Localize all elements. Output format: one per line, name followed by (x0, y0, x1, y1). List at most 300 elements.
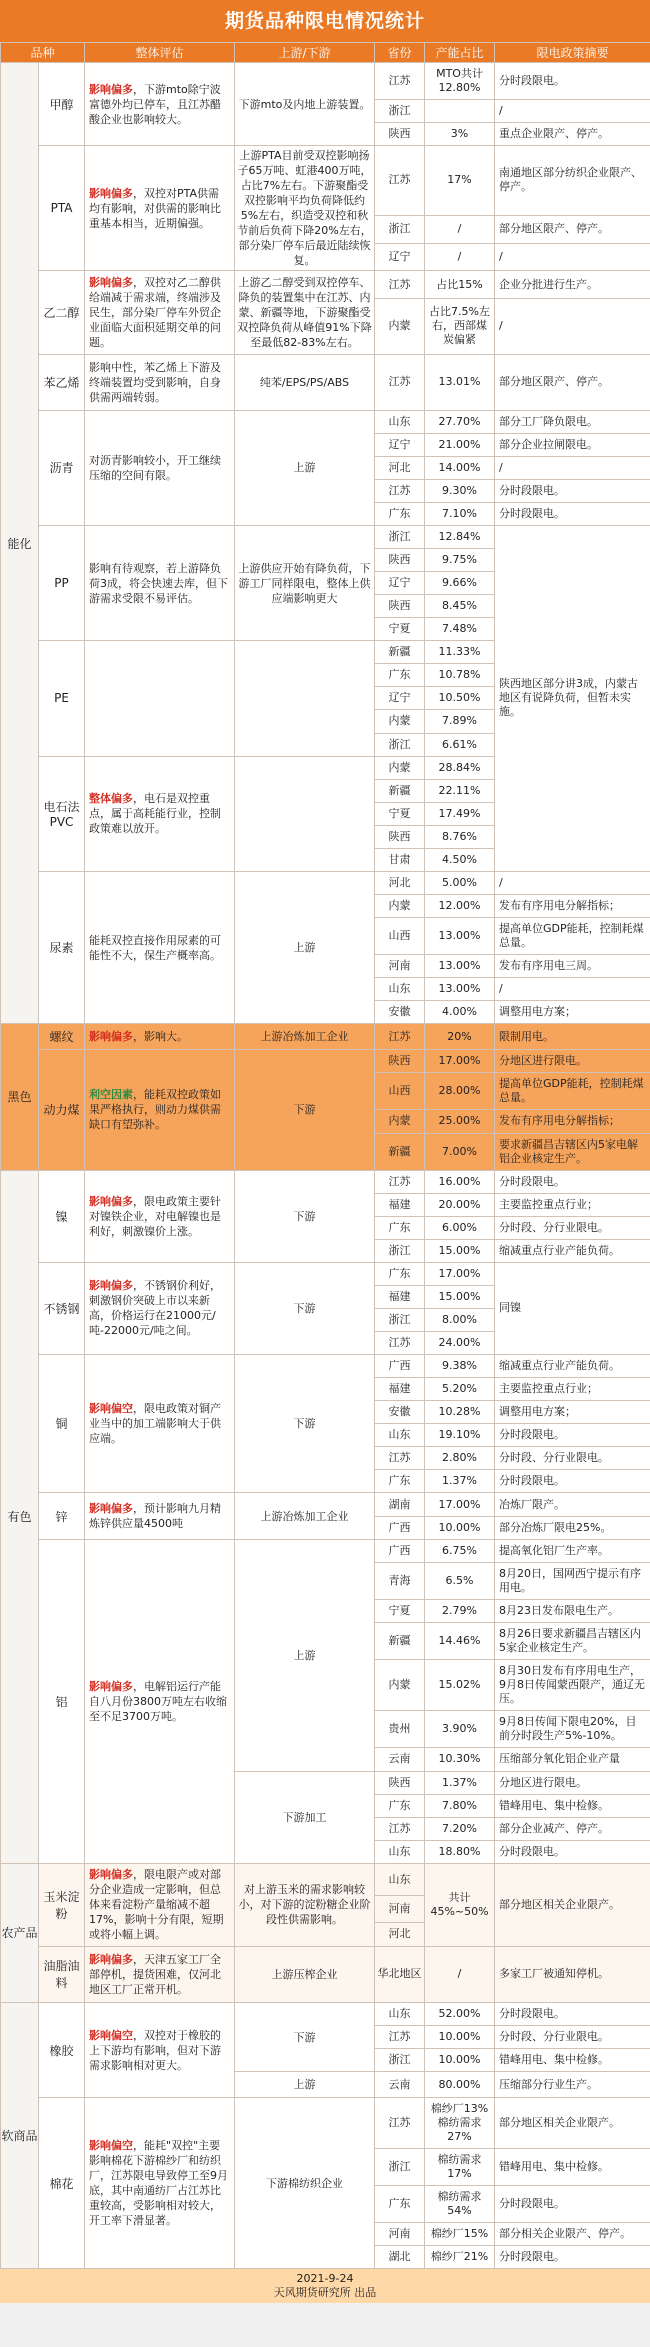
footer-source: 天风期货研究所 出品 (273, 2286, 377, 2300)
table-row (1, 1355, 650, 1378)
commodity-name: 螺纹 (39, 1024, 85, 1050)
updown-chain: 上游冶炼加工企业 (235, 1024, 375, 1050)
policy-summary: 分时段限电。 (495, 502, 650, 525)
capacity-share: 20.00% (425, 1193, 495, 1216)
commodity-assessment (85, 1863, 235, 1946)
assessment-text: ，电解铝运行产能自八月份3800万吨左右收缩至不足3700万吨。 (89, 1679, 228, 1723)
province: 福建 (375, 1285, 425, 1308)
province: 浙江 (375, 733, 425, 756)
commodity-name: 沥青 (39, 410, 85, 525)
capacity-share: 16.00% (425, 1170, 495, 1193)
commodity-assessment (85, 641, 235, 756)
header-province: 省份 (375, 43, 425, 63)
capacity-share: 14.46% (425, 1623, 495, 1660)
assessment-text: ，能耗双控政策如果严格执行，则动力煤供需缺口有望弥补。 (89, 1088, 222, 1132)
capacity-share: 6.00% (425, 1216, 495, 1239)
policy-summary: 企业分批进行生产。 (495, 271, 650, 299)
capacity-share: 4.50% (425, 848, 495, 871)
assessment-tag: 影响偏多 (89, 1194, 134, 1208)
updown-chain: 上游乙二醇受到双控停车、降负的装置集中在江苏、内蒙、新疆等地，下游聚酯受双控降负荷从峰值91%下降至最低82-83%左右。 (235, 271, 375, 354)
policy-summary: 部分企业减产、停产。 (495, 1817, 650, 1840)
capacity-share: 27.70% (425, 410, 495, 433)
province: 广西 (375, 1540, 425, 1563)
commodity-name: 电石法PVC (39, 756, 85, 871)
policy-summary: 8月23日发布限电生产。 (495, 1600, 650, 1623)
commodity-assessment (85, 1262, 235, 1354)
assessment-text: ，天津五家工厂全部停机，提货困难，仅河北地区工厂正常开机。 (89, 1952, 222, 1996)
policy-summary: 部分地区相关企业限产。 (495, 2098, 650, 2149)
capacity-share: 21.00% (425, 433, 495, 456)
section-label: 能化 (1, 63, 39, 1024)
province: 江苏 (375, 1170, 425, 1193)
capacity-share: 2.79% (425, 1600, 495, 1623)
table-row (1, 1946, 650, 2002)
header-capacity: 产能占比 (425, 43, 495, 63)
table-row (1, 1024, 650, 1050)
assessment-text: 对沥青影响较小，开工继续压缩的空间有限。 (89, 453, 222, 482)
province: 山西 (375, 1073, 425, 1110)
policy-summary: 分时段、分行业限电。 (495, 1447, 650, 1470)
commodity-name: PE (39, 641, 85, 756)
province: 山东 (375, 2002, 425, 2025)
updown-chain: 下游 (235, 1262, 375, 1354)
table-row (1, 1493, 650, 1517)
policy-summary: 部分地区限产、停产。 (495, 354, 650, 410)
province: 河北 (375, 871, 425, 894)
capacity-share: 28.00% (425, 1073, 495, 1110)
province: 河北 (375, 1922, 425, 1946)
capacity-share: 10.50% (425, 687, 495, 710)
assessment-text: 影响中性，苯乙烯上下游及终端装置均受到影响，自身供需两端转弱。 (89, 360, 222, 404)
capacity-share: 28.84% (425, 756, 495, 779)
capacity-share: 7.10% (425, 502, 495, 525)
province: 浙江 (375, 2049, 425, 2072)
table-row (1, 1863, 650, 1896)
capacity-share: 7.20% (425, 1817, 495, 1840)
capacity-share: 19.10% (425, 1424, 495, 1447)
province: 广东 (375, 1470, 425, 1493)
table-body (1, 63, 650, 2269)
commodity-name: 动力煤 (39, 1050, 85, 1170)
province: 陕西 (375, 1050, 425, 1073)
policy-summary: 主要监控重点行业； (495, 1378, 650, 1401)
capacity-share: 7.00% (425, 1133, 495, 1170)
commodity-assessment (85, 63, 235, 146)
updown-chain: 下游 (235, 1355, 375, 1493)
capacity-share: 3% (425, 123, 495, 146)
policy-summary: 部分地区相关企业限产。 (495, 1863, 650, 1946)
province: 山东 (375, 1863, 425, 1896)
province: 辽宁 (375, 244, 425, 271)
capacity-share: 9.30% (425, 479, 495, 502)
table-row (1, 146, 650, 215)
capacity-share: 棉纱厂15% (425, 2223, 495, 2246)
table-row (1, 2002, 650, 2025)
policy-summary: / (495, 100, 650, 123)
province: 湖北 (375, 2246, 425, 2269)
province: 新疆 (375, 641, 425, 664)
assessment-text: ，下游mto除宁波富德外均已停车，且江苏醋酸企业也影响较大。 (89, 82, 222, 126)
updown-chain: 上游压榨企业 (235, 1946, 375, 2002)
province: 内蒙 (375, 710, 425, 733)
commodity-name: 橡胶 (39, 2002, 85, 2097)
province: 甘肃 (375, 848, 425, 871)
policy-summary: 分时段、分行业限电。 (495, 1216, 650, 1239)
province: 江苏 (375, 271, 425, 299)
policy-summary: 8月20日，国网西宁提示有序用电。 (495, 1563, 650, 1600)
province: 山东 (375, 978, 425, 1001)
policy-summary: / (495, 871, 650, 894)
province: 内蒙 (375, 894, 425, 917)
province: 浙江 (375, 215, 425, 244)
section-label: 有色 (1, 1170, 39, 1863)
policy-summary: 分时段、分行业限电。 (495, 2025, 650, 2048)
assessment-text: 影响有待观察，若上游降负荷3成，将会快速去库，但下游需求受限不易评估。 (89, 561, 229, 605)
province: 广东 (375, 502, 425, 525)
capacity-share: 8.00% (425, 1308, 495, 1331)
assessment-tag: 影响偏空 (89, 2028, 134, 2042)
updown-chain: 下游 (235, 1170, 375, 1262)
capacity-share: 5.00% (425, 871, 495, 894)
updown-chain: 上游PTA目前受双控影响扬子65万吨、虹港400万吨，占比7%左右。下游聚酯受双控影响平均负荷降低约5%左右，织造受双控和秋节前后负荷下降20%左右，部分染厂停车后最近陆续恢复。 (235, 146, 375, 271)
updown-chain (235, 641, 375, 756)
policy-summary: 发布有序用电三周。 (495, 955, 650, 978)
policy-summary: 部分地区限产、停产。 (495, 215, 650, 244)
province: 陕西 (375, 123, 425, 146)
table-row (1, 525, 650, 548)
commodity-assessment (85, 1540, 235, 1864)
page-title: 期货品种限电情况统计 (0, 0, 650, 42)
updown-chain: 上游 (235, 410, 375, 525)
province: 广西 (375, 1355, 425, 1378)
capacity-share: 13.00% (425, 955, 495, 978)
assessment-text: 能耗双控直接作用尿素的可能性不大，保生产概率高。 (89, 933, 222, 962)
policy-summary: 部分工厂降负限电。 (495, 410, 650, 433)
policy-summary: 分时段限电。 (495, 63, 650, 100)
policy-summary: 部分冶炼厂限电25%。 (495, 1517, 650, 1540)
section-label: 软商品 (1, 2002, 39, 2269)
province: 广东 (375, 664, 425, 687)
commodity-name: 铜 (39, 1355, 85, 1493)
capacity-share: 13.01% (425, 354, 495, 410)
policy-summary: 8月26日要求新疆昌吉辖区内5家企业核定生产。 (495, 1623, 650, 1660)
commodity-assessment (85, 410, 235, 525)
policy-summary: 冶炼厂限产。 (495, 1493, 650, 1517)
province: 宁夏 (375, 618, 425, 641)
policy-summary: 错峰用电、集中检修。 (495, 1794, 650, 1817)
policy-summary: 压缩部分氧化铝企业产量 (495, 1748, 650, 1771)
policy-summary: 分地区进行限电。 (495, 1050, 650, 1073)
province: 陕西 (375, 1771, 425, 1794)
policy-summary: / (495, 456, 650, 479)
capacity-share: 7.80% (425, 1794, 495, 1817)
policy-summary: 分时段限电。 (495, 2186, 650, 2223)
commodity-name: 锌 (39, 1493, 85, 1540)
capacity-share: 10.00% (425, 1517, 495, 1540)
assessment-text: ，限电政策对铜产业当中的加工端影响大于供应端。 (89, 1402, 222, 1446)
commodity-name: 苯乙烯 (39, 354, 85, 410)
commodity-name: PP (39, 525, 85, 640)
commodity-name: 甲醇 (39, 63, 85, 146)
capacity-share: 5.20% (425, 1378, 495, 1401)
province: 山西 (375, 918, 425, 955)
assessment-text: ，影响大。 (133, 1030, 189, 1044)
province: 内蒙 (375, 756, 425, 779)
province: 广东 (375, 1794, 425, 1817)
province: 青海 (375, 1563, 425, 1600)
capacity-share: 1.37% (425, 1470, 495, 1493)
commodity-assessment (85, 354, 235, 410)
province: 河北 (375, 456, 425, 479)
capacity-share: MTO共计12.80% (425, 63, 495, 100)
capacity-share: 52.00% (425, 2002, 495, 2025)
province: 广东 (375, 2186, 425, 2223)
province: 江苏 (375, 479, 425, 502)
province: 江苏 (375, 146, 425, 215)
restriction-table (0, 42, 650, 2269)
updown-chain: 下游 (235, 2002, 375, 2071)
assessment-text: ，预计影响九月精炼锌供应量4500吨 (89, 1502, 222, 1531)
header-row (1, 43, 650, 63)
province: 内蒙 (375, 1660, 425, 1711)
commodity-name: 玉米淀粉 (39, 1863, 85, 1946)
policy-summary: 同镍 (495, 1262, 650, 1354)
capacity-share: 12.00% (425, 894, 495, 917)
capacity-share: / (425, 244, 495, 271)
commodity-assessment (85, 1170, 235, 1262)
header-updown: 上游/下游 (235, 43, 375, 63)
assessment-tag: 影响偏空 (89, 2139, 134, 2153)
commodity-name: 棉花 (39, 2098, 85, 2269)
capacity-share: 12.84% (425, 525, 495, 548)
capacity-share: 25.00% (425, 1110, 495, 1133)
province: 贵州 (375, 1711, 425, 1748)
assessment-tag: 影响偏多 (89, 1030, 134, 1044)
province: 内蒙 (375, 1110, 425, 1133)
updown-chain: 上游 (235, 871, 375, 1023)
province: 浙江 (375, 1239, 425, 1262)
capacity-share: 17.00% (425, 1262, 495, 1285)
assessment-text: ，双控对PTA供需均有影响，对供需的影响比重基本相当，近期偏强。 (89, 186, 222, 230)
capacity-share: 15.00% (425, 1239, 495, 1262)
updown-chain: 上游 (235, 1540, 375, 1771)
province: 江苏 (375, 2025, 425, 2048)
capacity-share: 13.00% (425, 978, 495, 1001)
footer (0, 2269, 650, 2303)
capacity-share: 8.45% (425, 595, 495, 618)
updown-chain: 纯苯/EPS/PS/ABS (235, 354, 375, 410)
province: 宁夏 (375, 1600, 425, 1623)
commodity-name: 镍 (39, 1170, 85, 1262)
commodity-assessment (85, 1355, 235, 1493)
province: 陕西 (375, 595, 425, 618)
commodity-assessment (85, 271, 235, 354)
capacity-share: 17.00% (425, 1493, 495, 1517)
table-row (1, 354, 650, 410)
updown-chain (235, 756, 375, 871)
capacity-share: / (425, 1946, 495, 2002)
section-label: 农产品 (1, 1863, 39, 2002)
commodity-name: PTA (39, 146, 85, 271)
commodity-assessment (85, 2098, 235, 2269)
assessment-text: ，不锈钢价利好，刺激钢价突破上市以来新高，价格运行在21000元/吨-22000元/吨之间。 (89, 1279, 222, 1338)
policy-summary: / (495, 978, 650, 1001)
assessment-text: ，双控对乙二醇供给端减于需求端，终端涉及民生，部分染厂停车外贸企业面临大面积延期交单的问题。 (89, 275, 222, 349)
policy-summary: 分时段限电。 (495, 2246, 650, 2269)
province: 陕西 (375, 549, 425, 572)
province: 华北地区 (375, 1946, 425, 2002)
capacity-share: 18.80% (425, 1840, 495, 1863)
policy-summary: 调整用电方案； (495, 1401, 650, 1424)
province: 河南 (375, 955, 425, 978)
capacity-share: 8.76% (425, 825, 495, 848)
province: 江苏 (375, 2098, 425, 2149)
policy-summary: 分地区进行限电。 (495, 1771, 650, 1794)
province: 福建 (375, 1378, 425, 1401)
capacity-share: / (425, 215, 495, 244)
policy-summary: 8月30日发布有序用电生产，9月8日传闻蒙西限产，通辽无压。 (495, 1660, 650, 1711)
capacity-share: 11.33% (425, 641, 495, 664)
capacity-share: 17.00% (425, 1050, 495, 1073)
assessment-text: ，电石是双控重点，属于高耗能行业，控制政策难以放开。 (89, 792, 222, 836)
assessment-text: ，限电政策主要针对镍铁企业，对电解镍也是利好，刺激镍价上涨。 (89, 1194, 222, 1238)
assessment-tag: 影响偏多 (89, 1868, 134, 1882)
table-row (1, 1050, 650, 1073)
capacity-share: 7.89% (425, 710, 495, 733)
policy-summary: 南通地区部分纺织企业限产、停产。 (495, 146, 650, 215)
capacity-share: 17.49% (425, 802, 495, 825)
policy-summary: 分时段限电。 (495, 1470, 650, 1493)
policy-summary: 提高单位GDP能耗，控制耗煤总量。 (495, 918, 650, 955)
assessment-tag: 影响偏多 (89, 1952, 134, 1966)
policy-summary: 限制用电。 (495, 1024, 650, 1050)
assessment-tag: 整体偏多 (89, 792, 134, 806)
province: 云南 (375, 2072, 425, 2098)
capacity-share: 棉纱厂21% (425, 2246, 495, 2269)
commodity-assessment (85, 756, 235, 871)
commodity-assessment (85, 871, 235, 1023)
province: 浙江 (375, 100, 425, 123)
table-row (1, 871, 650, 894)
assessment-tag: 影响偏多 (89, 275, 134, 289)
province: 广东 (375, 1262, 425, 1285)
capacity-share: 10.78% (425, 664, 495, 687)
province: 江苏 (375, 354, 425, 410)
province: 辽宁 (375, 433, 425, 456)
capacity-share: 共计45%~50% (425, 1863, 495, 1946)
province: 山东 (375, 1424, 425, 1447)
commodity-assessment (85, 1050, 235, 1170)
province: 河南 (375, 2223, 425, 2246)
commodity-assessment (85, 1493, 235, 1540)
section-label: 黑色 (1, 1024, 39, 1170)
capacity-share: 9.38% (425, 1355, 495, 1378)
province: 江苏 (375, 1447, 425, 1470)
capacity-share: 9.66% (425, 572, 495, 595)
province: 云南 (375, 1748, 425, 1771)
commodity-assessment (85, 525, 235, 640)
assessment-tag: 影响偏多 (89, 1502, 134, 1516)
policy-summary: 缩减重点行业产能负荷。 (495, 1239, 650, 1262)
commodity-name: 油脂油料 (39, 1946, 85, 2002)
policy-summary: 分时段限电。 (495, 1840, 650, 1863)
footer-date: 2021-9-24 (296, 2272, 354, 2286)
commodity-assessment (85, 1024, 235, 1050)
header-commodity: 品种 (1, 43, 85, 63)
province: 内蒙 (375, 299, 425, 354)
header-assessment: 整体评估 (85, 43, 235, 63)
commodity-assessment (85, 2002, 235, 2097)
policy-summary: 部分相关企业限产、停产。 (495, 2223, 650, 2246)
policy-summary: 分时段限电。 (495, 2002, 650, 2025)
assessment-tag: 影响偏多 (89, 1679, 134, 1693)
assessment-text: ，双控对于橡胶的上下游均有影响，但对下游需求影响相对更大。 (89, 2028, 222, 2072)
capacity-share: 10.30% (425, 1748, 495, 1771)
capacity-share: 棉纱厂13%棉纺需求27% (425, 2098, 495, 2149)
province: 湖南 (375, 1493, 425, 1517)
capacity-share: 4.00% (425, 1001, 495, 1024)
policy-summary: 发布有序用电分解指标； (495, 894, 650, 917)
capacity-share: 1.37% (425, 1771, 495, 1794)
commodity-name: 不锈钢 (39, 1262, 85, 1354)
table-row (1, 1170, 650, 1193)
province: 浙江 (375, 525, 425, 548)
capacity-share: 6.75% (425, 1540, 495, 1563)
updown-chain: 下游 (235, 1050, 375, 1170)
capacity-share: 15.00% (425, 1285, 495, 1308)
policy-summary: 缩减重点行业产能负荷。 (495, 1355, 650, 1378)
table-row (1, 63, 650, 100)
policy-summary: 重点企业限产、停产。 (495, 123, 650, 146)
header-policy: 限电政策摘要 (495, 43, 650, 63)
assessment-tag: 影响偏多 (89, 82, 134, 96)
updown-chain-secondary: 上游 (235, 2072, 375, 2098)
capacity-share: 24.00% (425, 1332, 495, 1355)
policy-summary: 分时段限电。 (495, 479, 650, 502)
commodity-assessment (85, 1946, 235, 2002)
updown-chain: 对上游玉米的需求影响较小，对下游的淀粉糖企业阶段性供需影响。 (235, 1863, 375, 1946)
capacity-share: 14.00% (425, 456, 495, 479)
table-row (1, 2098, 650, 2149)
capacity-share: 80.00% (425, 2072, 495, 2098)
province: 江苏 (375, 63, 425, 100)
province: 安徽 (375, 1001, 425, 1024)
province: 山东 (375, 410, 425, 433)
capacity-share: 占比7.5%左右，西部煤炭偏紧 (425, 299, 495, 354)
capacity-share: 2.80% (425, 1447, 495, 1470)
policy-summary: / (495, 299, 650, 354)
assessment-tag: 影响偏多 (89, 186, 134, 200)
capacity-share: 6.61% (425, 733, 495, 756)
updown-chain: 下游mto及内地上游装置。 (235, 63, 375, 146)
updown-chain: 上游冶炼加工企业 (235, 1493, 375, 1540)
capacity-share: 7.48% (425, 618, 495, 641)
capacity-share: 棉纺需求54% (425, 2186, 495, 2223)
assessment-tag: 利空因素 (89, 1088, 134, 1102)
policy-summary: 发布有序用电分解指标； (495, 1110, 650, 1133)
policy-summary: 错峰用电、集中检修。 (495, 2049, 650, 2072)
capacity-share: 17% (425, 146, 495, 215)
updown-chain: 上游供应开始有降负荷，下游工厂同样限电，整体上供应端影响更大 (235, 525, 375, 640)
capacity-share: 9.75% (425, 549, 495, 572)
commodity-name: 铝 (39, 1540, 85, 1864)
policy-summary: / (495, 244, 650, 271)
province: 河南 (375, 1896, 425, 1922)
capacity-share: 10.00% (425, 2025, 495, 2048)
policy-summary: 主要监控重点行业； (495, 1193, 650, 1216)
province: 广东 (375, 1216, 425, 1239)
assessment-text: ，限电限产或对部分企业造成一定影响，但总体来看淀粉产量缩减不超17%，影响十分有限，短期或将小幅上调。 (89, 1868, 224, 1942)
